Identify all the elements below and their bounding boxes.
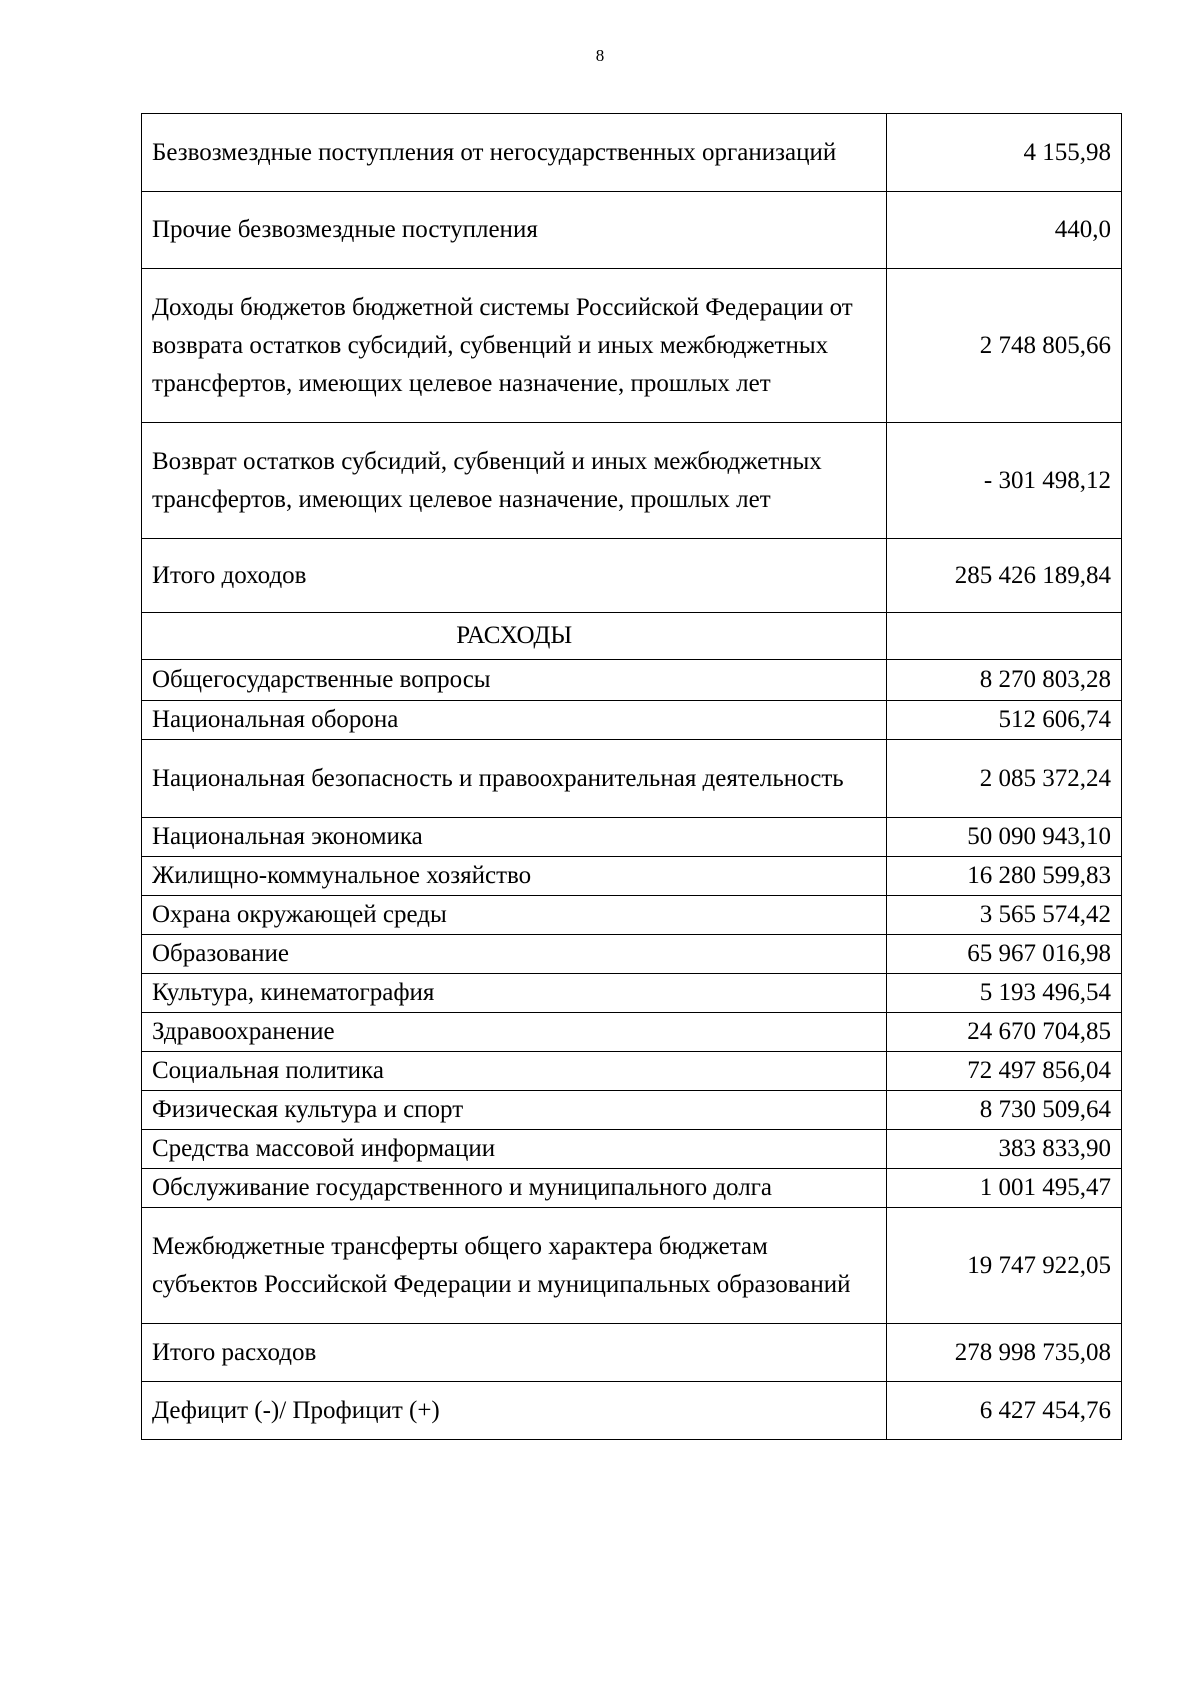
- row-value: 440,0: [887, 192, 1122, 269]
- table-row: [142, 192, 1122, 269]
- table-row: [142, 974, 1122, 1013]
- row-name: Физическая культура и спорт: [142, 1091, 887, 1130]
- row-name: Обслуживание государственного и муниципального долга: [142, 1169, 887, 1208]
- row-value: 24 670 704,85: [887, 1013, 1122, 1052]
- income-total-label: Итого доходов: [142, 539, 887, 613]
- row-value: 2 085 372,24: [887, 740, 1122, 818]
- row-name: Общегосударственные вопросы: [142, 660, 887, 701]
- table-row: [142, 1052, 1122, 1091]
- row-name: Образование: [142, 935, 887, 974]
- row-value: 2 748 805,66: [887, 269, 1122, 423]
- row-value: 5 193 496,54: [887, 974, 1122, 1013]
- table-row: [142, 818, 1122, 857]
- row-name: Межбюджетные трансферты общего характера бюджетам субъектов Российской Федерации и муниципальных образований: [142, 1208, 887, 1324]
- table-row: [142, 1169, 1122, 1208]
- expense-total-value: 278 998 735,08: [887, 1324, 1122, 1382]
- table-row: [142, 423, 1122, 539]
- row-value: 8 270 803,28: [887, 660, 1122, 701]
- row-value: - 301 498,12: [887, 423, 1122, 539]
- income-total-value: 285 426 189,84: [887, 539, 1122, 613]
- table-row: [142, 1013, 1122, 1052]
- row-name: Здравоохранение: [142, 1013, 887, 1052]
- page-number: 8: [595, 46, 605, 65]
- row-value: 1 001 495,47: [887, 1169, 1122, 1208]
- row-value: 4 155,98: [887, 114, 1122, 192]
- row-value: 19 747 922,05: [887, 1208, 1122, 1324]
- table-row: [142, 1091, 1122, 1130]
- empty-cell: [887, 613, 1122, 660]
- expense-total-row: [142, 1324, 1122, 1382]
- row-name: Возврат остатков субсидий, субвенций и иных межбюджетных трансфертов, имеющих целевое назначение, прошлых лет: [142, 423, 887, 539]
- row-value: 65 967 016,98: [887, 935, 1122, 974]
- row-name: Национальная безопасность и правоохранительная деятельность: [142, 740, 887, 818]
- table-row: [142, 701, 1122, 740]
- row-name: Национальная оборона: [142, 701, 887, 740]
- row-name: Безвозмездные поступления от негосударственных организаций: [142, 114, 887, 192]
- balance-row: [142, 1382, 1122, 1440]
- row-name: Доходы бюджетов бюджетной системы Российской Федерации от возврата остатков субсидий, субвенций и иных межбюджетных трансфертов, имеющих целевое назначение, прошлых лет: [142, 269, 887, 423]
- row-value: 383 833,90: [887, 1130, 1122, 1169]
- row-name: Жилищно-коммунальное хозяйство: [142, 857, 887, 896]
- table-row: [142, 740, 1122, 818]
- row-value: 8 730 509,64: [887, 1091, 1122, 1130]
- row-name: Национальная экономика: [142, 818, 887, 857]
- row-value: 50 090 943,10: [887, 818, 1122, 857]
- row-value: 512 606,74: [887, 701, 1122, 740]
- expenses-header-row: [142, 613, 1122, 660]
- table-row: [142, 857, 1122, 896]
- row-value: 16 280 599,83: [887, 857, 1122, 896]
- table-row: [142, 1130, 1122, 1169]
- row-value: 3 565 574,42: [887, 896, 1122, 935]
- table-row: [142, 896, 1122, 935]
- row-name: Охрана окружающей среды: [142, 896, 887, 935]
- table-row: [142, 660, 1122, 701]
- balance-label: Дефицит (-)/ Профицит (+): [142, 1382, 887, 1440]
- income-total-row: [142, 539, 1122, 613]
- budget-table: [141, 113, 1122, 1440]
- row-name: Культура, кинематография: [142, 974, 887, 1013]
- table-row: [142, 269, 1122, 423]
- row-name: Социальная политика: [142, 1052, 887, 1091]
- row-name: Прочие безвозмездные поступления: [142, 192, 887, 269]
- expense-total-label: Итого расходов: [142, 1324, 887, 1382]
- balance-value: 6 427 454,76: [887, 1382, 1122, 1440]
- table-row: [142, 1208, 1122, 1324]
- row-value: 72 497 856,04: [887, 1052, 1122, 1091]
- row-name: Средства массовой информации: [142, 1130, 887, 1169]
- expenses-section-title: РАСХОДЫ: [142, 613, 887, 660]
- table-row: [142, 114, 1122, 192]
- table-row: [142, 935, 1122, 974]
